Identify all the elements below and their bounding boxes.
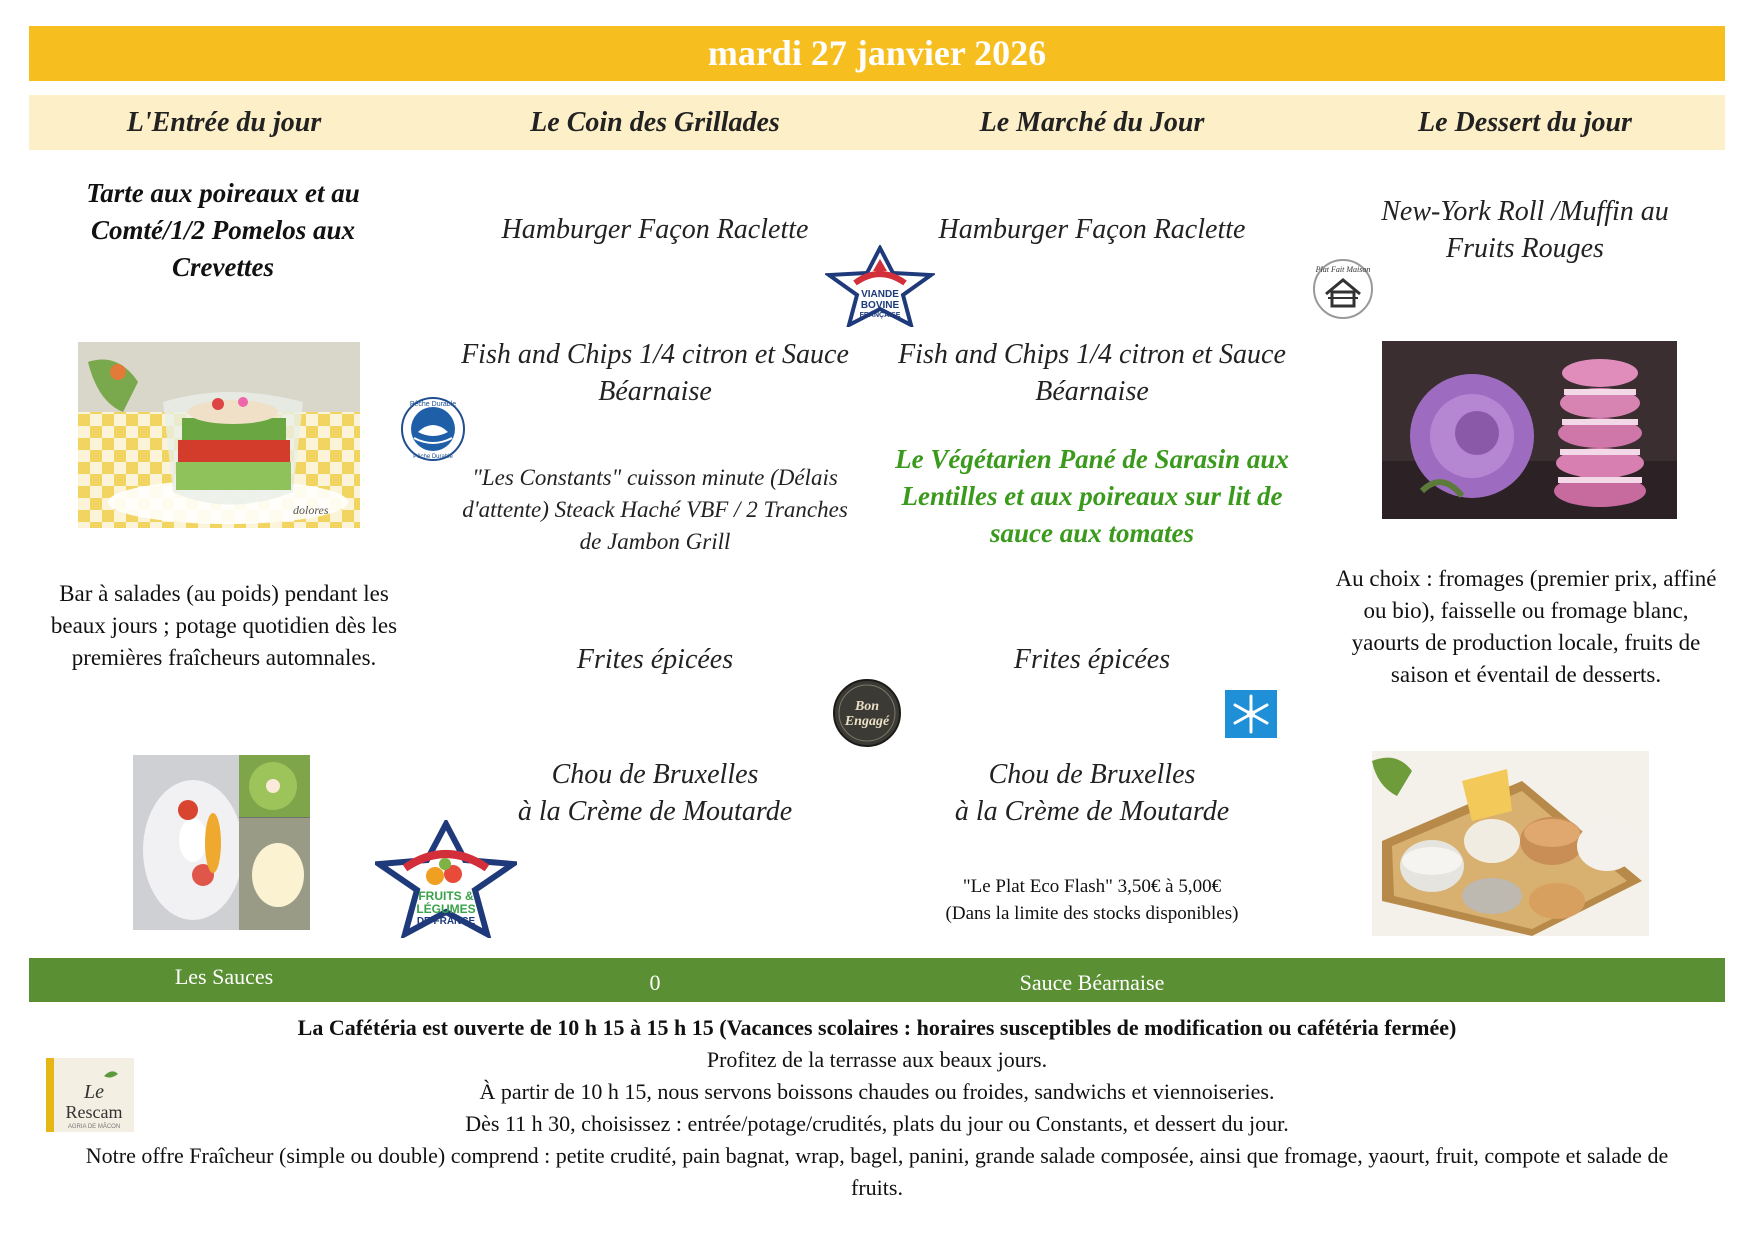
dessert-dish: New-York Roll /Muffin au Fruits Rouges <box>1381 196 1669 264</box>
marche-side-1: Frites épicées <box>1013 644 1171 675</box>
viande-bovine-francaise-logo <box>825 245 935 327</box>
peche-durable-logo <box>400 396 466 462</box>
footer-info <box>29 1012 1725 1204</box>
svg-text:AGRIA DE MÂCON: AGRIA DE MÂCON <box>67 1124 121 1130</box>
cheese-offer-text: Au choix : fromages (premier prix, affiné ou bio), faisselle ou fromage blanc, yaourts de production locale, fruits de saison et éventail de desserts. <box>1335 566 1717 687</box>
date-banner: mardi 27 janvier 2026 <box>29 26 1725 81</box>
grill-side-2-line1: Chou de Bruxelles <box>551 759 759 790</box>
marche-side-2-line2: à la Crème de Moutarde <box>954 796 1230 827</box>
svg-text:FRUITS &: FRUITS & <box>418 889 474 903</box>
cheese-photo <box>1372 751 1649 936</box>
marche-main-2: Fish and Chips 1/4 citron et Sauce Béarnaise <box>898 339 1286 407</box>
svg-text:VIANDE: VIANDE <box>861 289 899 300</box>
marche-side-2-line1: Chou de Bruxelles <box>988 759 1196 790</box>
header-grillades: Le Coin des Grillades <box>530 107 780 138</box>
svg-text:DE FRANCE: DE FRANCE <box>416 916 476 927</box>
macaron-photo <box>1382 341 1677 519</box>
svg-text:Bon: Bon <box>854 699 880 714</box>
grill-main-1: Hamburger Façon Raclette <box>501 214 809 245</box>
salad-bar-text: Bar à salades (au poids) pendant les beaux jours ; potage quotidien dès les premières fraîcheurs automnales. <box>50 581 398 670</box>
sauces-marche-value: Sauce Béarnaise <box>1019 970 1165 995</box>
fresh-offer-text: Notre offre Fraîcheur (simple ou double) comprend : petite crudité, pain bagnat, wrap, bagel, panini, grande salade composée, ainsi que fromage, yaourt, fruit, compote et salade de fruits. <box>85 1143 1669 1200</box>
header-entree: L'Entrée du jour <box>126 107 322 138</box>
terrace-text: Profitez de la terrasse aux beaux jours. <box>706 1047 1048 1072</box>
surgele-logo <box>1225 690 1277 738</box>
svg-text:LÉGUMES: LÉGUMES <box>416 902 476 916</box>
grill-constants: "Les Constants" cuisson minute (Délais d'attente) Steack Haché VBF / 2 Tranches de Jambon Grill <box>462 465 848 554</box>
marche-vegetarian: Le Végétarien Pané de Sarasin aux Lentilles et aux poireaux sur lit de sauce aux tomates <box>895 444 1289 548</box>
flag-star-icon <box>825 245 935 327</box>
fait-maison-logo <box>1308 258 1378 320</box>
plated-dish-photo <box>133 755 310 930</box>
eco-flash-line1: "Le Plat Eco Flash" 3,50€ à 5,00€ <box>962 876 1222 897</box>
photo-signature: dolores <box>293 503 329 517</box>
svg-text:Rescam: Rescam <box>65 1102 123 1122</box>
opening-hours: La Cafétéria est ouverte de 10 h 15 à 15 h 15 (Vacances scolaires : horaires susceptibles de modification ou cafétéria fermée) <box>297 1015 1457 1040</box>
svg-text:Plat Fait Maison: Plat Fait Maison <box>1315 265 1371 274</box>
svg-text:FRANÇAISE: FRANÇAISE <box>859 312 901 319</box>
header-marche: Le Marché du Jour <box>979 107 1205 138</box>
svg-text:BOVINE: BOVINE <box>860 300 900 311</box>
grill-side-2-line2: à la Crème de Moutarde <box>517 796 793 827</box>
marche-main-1: Hamburger Façon Raclette <box>938 214 1246 245</box>
snowflake-icon <box>1225 690 1277 738</box>
svg-text:Le: Le <box>84 1081 104 1103</box>
sauces-label: Les Sauces <box>174 964 274 989</box>
fruits-legumes-de-france-logo <box>375 820 517 938</box>
grill-main-2: Fish and Chips 1/4 citron et Sauce Béarnaise <box>461 339 849 407</box>
grill-side-1: Frites épicées <box>576 644 734 675</box>
header-dessert: Le Dessert du jour <box>1418 107 1632 138</box>
drinks-text: À partir de 10 h 15, nous servons boissons chaudes ou froides, sandwichs et viennoiseries. <box>479 1079 1275 1104</box>
svg-text:Pêche Durable: Pêche Durable <box>409 401 457 408</box>
svg-text:Engagé: Engagé <box>844 714 890 729</box>
eco-flash-line2: (Dans la limite des stocks disponibles) <box>945 903 1239 924</box>
entree-dish: Tarte aux poireaux et au Comté/1/2 Pomelos aux Crevettes <box>86 178 360 282</box>
svg-text:Pêche Durable: Pêche Durable <box>413 454 453 460</box>
salad-photo <box>78 342 360 528</box>
lunch-text: Dès 11 h 30, choisissez : entrée/potage/crudités, plats du jour ou Constants, et dessert du jour. <box>465 1111 1289 1136</box>
sauces-grill-value: 0 <box>649 970 661 995</box>
bon-engage-logo <box>830 678 904 748</box>
